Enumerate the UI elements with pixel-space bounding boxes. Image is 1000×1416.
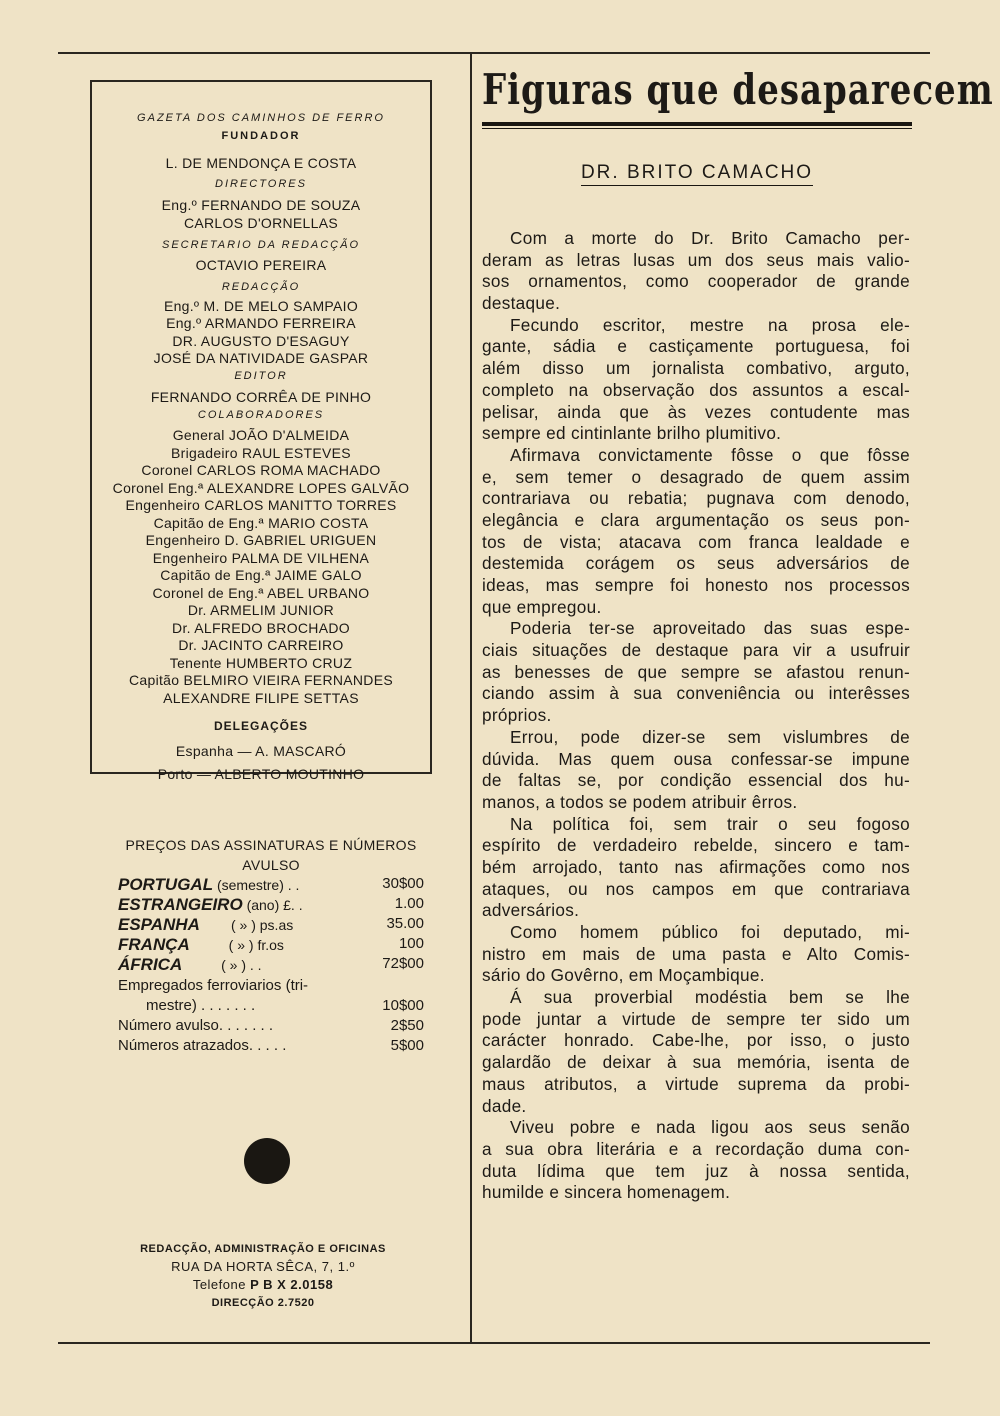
secretario-label: SECRETARIO DA REDACÇÃO bbox=[161, 239, 361, 251]
article-body bbox=[482, 228, 910, 1204]
article-paragraph bbox=[482, 445, 910, 619]
article-line: pode juntar a virtude de sempre ter sido um bbox=[482, 1008, 910, 1029]
colaborador-name: Coronel de Eng.ª ABEL URBANO bbox=[152, 585, 370, 601]
colaboradores-label: COLABORADORES bbox=[197, 409, 325, 421]
colaborador-name: Capitão BELMIRO VIEIRA FERNANDES bbox=[128, 672, 393, 688]
article-paragraph bbox=[482, 1117, 910, 1204]
article-line: ciando assim à sua conveniência ou interêsses bbox=[482, 683, 910, 704]
empregados-label: Empregados ferroviarios (tri- bbox=[118, 977, 309, 994]
article-line: pelisar, ainda que às vezes contudente mas bbox=[482, 401, 910, 422]
article-line: Com a morte do Dr. Brito Camacho per- bbox=[510, 228, 910, 248]
price-row bbox=[96, 997, 446, 1017]
delegacao-name: Espanha — A. MASCARÓ bbox=[175, 743, 347, 759]
footer-line: DIRECÇÃO 2.7520 bbox=[211, 1297, 315, 1309]
masthead-box bbox=[90, 80, 432, 782]
subscription-prices bbox=[96, 835, 446, 1057]
article-line: além disso um jornalista combativo, arguto, bbox=[482, 358, 910, 379]
article-line: de faltas se, por condição essencial dos hu- bbox=[482, 770, 910, 791]
column-divider bbox=[470, 52, 472, 1342]
price-value: 30$00 bbox=[382, 875, 424, 892]
empregados-label: mestre) . . . . . . . bbox=[146, 997, 256, 1014]
price-value: 2$50 bbox=[390, 1017, 424, 1034]
colaborador-name: Brigadeiro RAUL ESTEVES bbox=[171, 445, 351, 461]
article-line: Á sua proverbial modéstia bem se lhe bbox=[510, 987, 910, 1008]
delegacoes-label: DELEGAÇÕES bbox=[213, 719, 308, 733]
right-column bbox=[482, 60, 994, 1340]
prices-title: AVULSO bbox=[242, 857, 300, 873]
price-detail: (semestre) . . bbox=[213, 877, 300, 893]
article-line: Na política foi, sem trair o seu fogoso bbox=[510, 813, 910, 834]
article-line: Poderia ter-se aproveitado das suas espe- bbox=[510, 618, 910, 639]
article-paragraph bbox=[482, 987, 910, 1117]
article-line: humilde e sincera homenagem. bbox=[482, 1182, 731, 1203]
price-detail: ( » ) fr.os bbox=[189, 937, 284, 953]
article-line: ciais situações de destaque para vir a usufruir bbox=[482, 640, 910, 661]
price-region: ÁFRICA bbox=[118, 955, 183, 974]
article-line: Como homem público foi deputado, mi- bbox=[510, 922, 910, 942]
article-line: elegância e clara argumentação os seus pon- bbox=[482, 509, 910, 530]
article-line: Fecundo escritor, mestre na prosa ele- bbox=[510, 314, 910, 335]
price-row bbox=[96, 935, 446, 955]
colaborador-name: Engenheiro CARLOS MANITTO TORRES bbox=[125, 497, 397, 513]
article-paragraph bbox=[482, 228, 910, 315]
price-detail: ( » ) ps.as bbox=[199, 917, 294, 933]
headline-rule bbox=[482, 128, 912, 129]
ornament-dot bbox=[244, 1138, 290, 1184]
article-line: duta lídima que tem juz à nossa sentida, bbox=[482, 1160, 910, 1181]
colaborador-name: Capitão de Eng.ª JAIME GALO bbox=[160, 567, 362, 583]
editor-label: EDITOR bbox=[234, 370, 288, 382]
article-line: ideas, mas sempre foi honesto nos processos bbox=[482, 575, 910, 595]
phone-prefix: Telefone bbox=[192, 1277, 246, 1292]
colaborador-name: General JOÃO D'ALMEIDA bbox=[172, 427, 350, 443]
article-paragraph bbox=[482, 814, 910, 922]
footer-line: RUA DA HORTA SÊCA, 7, 1.º bbox=[171, 1259, 355, 1274]
price-value: 10$00 bbox=[382, 997, 424, 1014]
fundador-label: FUNDADOR bbox=[221, 130, 301, 142]
article-line: galardão de deixar à sua memória, isenta de bbox=[482, 1052, 910, 1073]
colaborador-name: Coronel CARLOS ROMA MACHADO bbox=[141, 462, 381, 478]
article-line: destemida corágem os seus adversários de bbox=[482, 553, 910, 574]
headline: Figuras que desaparecem bbox=[482, 65, 994, 115]
article-line: que empregou. bbox=[482, 596, 602, 617]
colaborador-name: Dr. ALFREDO BROCHADO bbox=[172, 620, 350, 636]
article-line: gante, sádia e castiçamente portuguesa, foi bbox=[482, 336, 910, 357]
article-line: completo na observação dos assuntos a escal- bbox=[482, 379, 910, 400]
atrazados-label: Números atrazados. . . . . bbox=[118, 1037, 287, 1054]
directores-label: DIRECTORES bbox=[215, 178, 307, 190]
redaccao-name: Eng.º M. DE MELO SAMPAIO bbox=[163, 298, 359, 314]
secretario-name: OCTAVIO PEREIRA bbox=[195, 257, 327, 273]
price-region: FRANÇA bbox=[118, 935, 190, 954]
article-line: sário do Govêrno, em Moçambique. bbox=[482, 965, 765, 986]
price-value: 100 bbox=[398, 935, 424, 952]
redaccao-name: JOSÉ DA NATIVIDADE GASPAR bbox=[153, 350, 369, 366]
director-name: Eng.º FERNANDO DE SOUZA bbox=[161, 197, 361, 213]
footer-address bbox=[88, 1240, 438, 1312]
colaborador-name: Engenheiro PALMA DE VILHENA bbox=[152, 550, 370, 566]
subtitle-text: DR. BRITO CAMACHO bbox=[581, 162, 813, 186]
article-paragraph bbox=[482, 618, 910, 726]
colaborador-name: Engenheiro D. GABRIEL URIGUEN bbox=[145, 532, 377, 548]
article-line: ataques, ou nos campos em que contrariava bbox=[482, 878, 910, 899]
redaccao-label: REDACÇÃO bbox=[221, 281, 301, 293]
director-name: CARLOS D'ORNELLAS bbox=[183, 215, 339, 231]
fundador-name: L. DE MENDONÇA E COSTA bbox=[165, 155, 357, 171]
price-detail: ( » ) . . bbox=[182, 957, 262, 973]
phone-number: P B X 2.0158 bbox=[250, 1277, 334, 1292]
price-row bbox=[96, 955, 446, 975]
publication-name: GAZETA DOS CAMINHOS DE FERRO bbox=[137, 112, 385, 124]
article-line: Viveu pobre e nada ligou aos seus senão bbox=[510, 1117, 910, 1138]
article-line: maus atributos, a virtude suprema da probi- bbox=[482, 1073, 910, 1094]
article-line: Afirmava convictamente fôsse o que fôsse bbox=[510, 444, 910, 465]
article-line: dade. bbox=[482, 1095, 527, 1116]
colaborador-name: Dr. ARMELIM JUNIOR bbox=[187, 602, 335, 618]
footer-phone bbox=[88, 1276, 438, 1294]
redaccao-name: Eng.º ARMANDO FERREIRA bbox=[166, 315, 356, 331]
article-line: contrariava ou rebatia; pugnava com denodo, bbox=[482, 488, 910, 509]
footer-line: REDACÇÃO, ADMINISTRAÇÃO E OFICINAS bbox=[140, 1243, 386, 1255]
article-line: sos ornamentos, como cooperador de grande bbox=[482, 271, 910, 292]
delegacao-name: Porto — ALBERTO MOUTINHO bbox=[157, 766, 365, 782]
article-line: dúvida. Mas quem ousa confessar-se impune bbox=[482, 748, 910, 769]
article-line: sempre ed cintinlante brilho plumitivo. bbox=[482, 423, 782, 444]
article-line: as benesses de que sempre se afastou renun- bbox=[482, 661, 910, 682]
colaborador-name: Tenente HUMBERTO CRUZ bbox=[169, 655, 353, 671]
colaborador-name: Coronel Eng.ª ALEXANDRE LOPES GALVÃO bbox=[112, 480, 410, 496]
avulso-label: Número avulso. . . . . . . bbox=[118, 1017, 274, 1034]
price-row bbox=[96, 875, 446, 895]
price-row bbox=[96, 977, 446, 997]
price-value: 72$00 bbox=[382, 955, 424, 972]
price-row bbox=[96, 895, 446, 915]
article-line: bém arrojado, tanto nas afirmações como nos bbox=[482, 856, 910, 877]
left-column bbox=[66, 60, 466, 1340]
headline-rule bbox=[482, 122, 912, 126]
article-paragraph bbox=[482, 922, 910, 987]
article-line: carácter honrado. Cabe-lhe, por isso, o justo bbox=[482, 1030, 910, 1051]
article-line: e, sem temer o desagrado de quem assim bbox=[482, 466, 910, 487]
price-region: PORTUGAL bbox=[118, 875, 214, 894]
article-line: próprios. bbox=[482, 705, 552, 726]
redaccao-name: DR. AUGUSTO D'ESAGUY bbox=[172, 333, 350, 349]
article-line: destaque. bbox=[482, 293, 561, 314]
price-detail: (ano) £. . bbox=[242, 897, 303, 913]
price-value: 35.00 bbox=[386, 915, 424, 932]
article-line: adversários. bbox=[482, 900, 580, 921]
price-region: ESPANHA bbox=[118, 915, 200, 934]
price-row bbox=[96, 1017, 446, 1037]
article-line: a sua obra literária e a recordação duma con- bbox=[482, 1138, 910, 1159]
price-row bbox=[96, 1037, 446, 1057]
article-paragraph bbox=[482, 727, 910, 814]
prices-title: PREÇOS DAS ASSINATURAS E NÚMEROS bbox=[125, 837, 417, 853]
article-paragraph bbox=[482, 315, 910, 445]
colaborador-name: Capitão de Eng.ª MARIO COSTA bbox=[153, 515, 369, 531]
article-line: deram as letras lusas um dos seus mais valio- bbox=[482, 249, 910, 270]
price-value: 5$00 bbox=[390, 1037, 424, 1054]
price-value: 1.00 bbox=[394, 895, 424, 912]
article-line: Errou, pode dizer-se sem vislumbres de bbox=[510, 726, 910, 747]
price-region: ESTRANGEIRO bbox=[118, 895, 243, 914]
article-line: espírito de verdadeiro rebelde, sincero e tam- bbox=[482, 835, 910, 856]
article-line: nistro em mais de uma pasta e Alto Comis- bbox=[482, 943, 910, 964]
colaborador-name: Dr. JACINTO CARREIRO bbox=[178, 637, 344, 653]
price-row bbox=[96, 915, 446, 935]
article-line: tos de vista; atacava com franca lealdade e bbox=[482, 531, 910, 552]
article-subtitle bbox=[482, 162, 912, 184]
colaborador-name: ALEXANDRE FILIPE SETTAS bbox=[163, 690, 359, 706]
editor-name: FERNANDO CORRÊA DE PINHO bbox=[150, 389, 372, 405]
article-line: manos, a todos se podem atribuir êrros. bbox=[482, 791, 798, 812]
